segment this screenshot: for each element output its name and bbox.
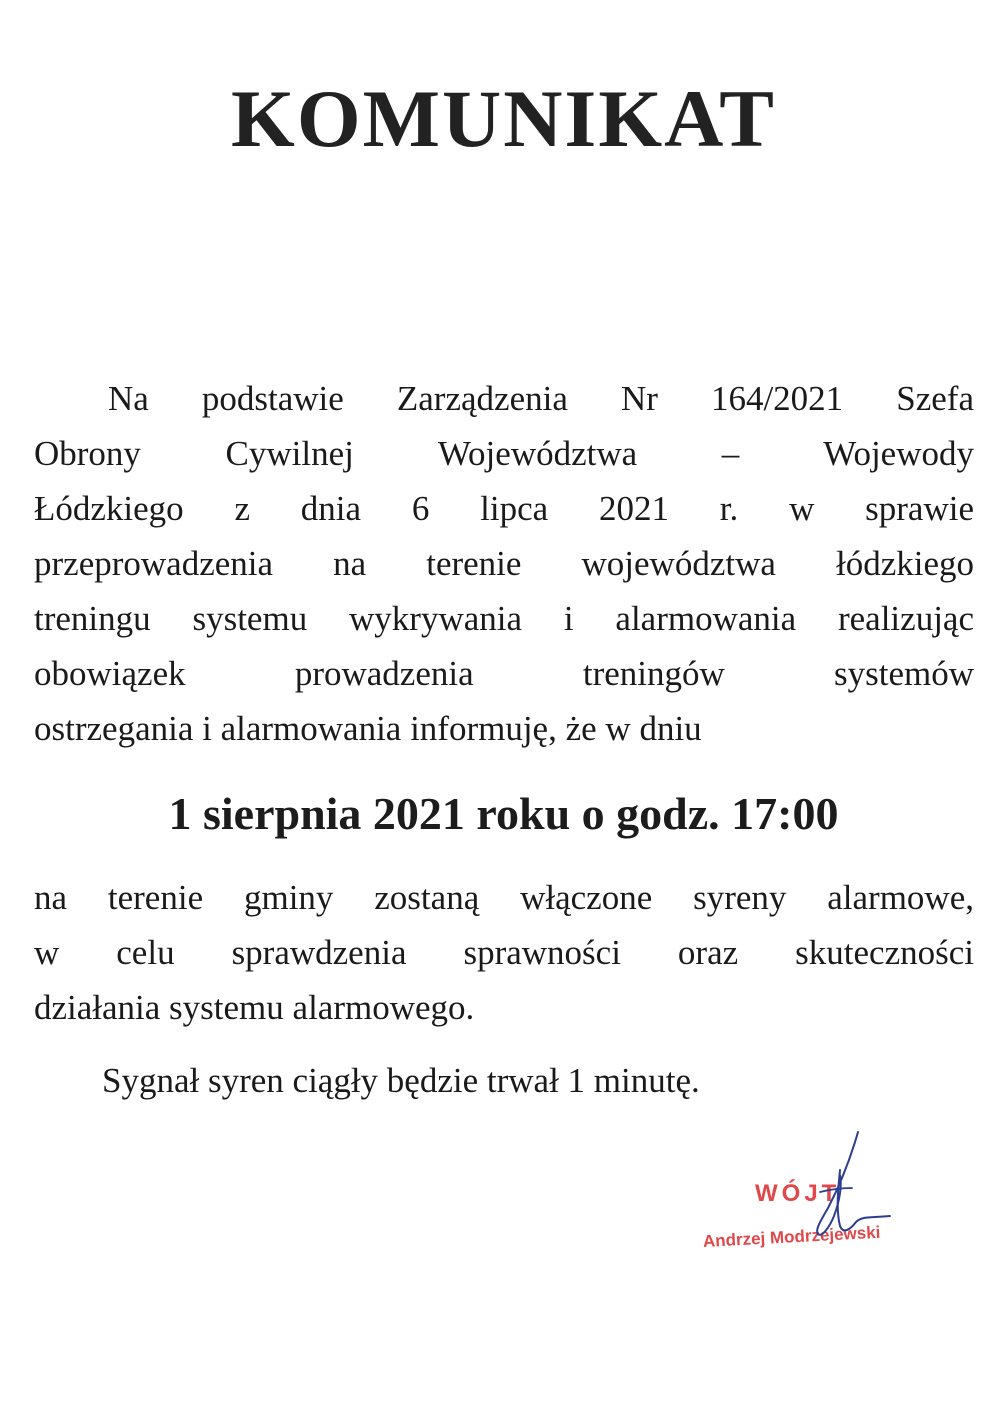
notice-title: KOMUNIKAT [231,73,776,164]
intro-line-5: treningu systemu wykrywania i alarmowania realizując [34,601,974,638]
stamp-name: Andrzej Modrzejewski [702,1222,881,1251]
body-line-3: działania systemu alarmowego. [34,988,475,1027]
intro-line-4: przeprowadzenia na terenie województwa łódzkiego [34,546,974,583]
intro-line-3: Łódzkiego z dnia 6 lipca 2021 r. w sprawie [34,491,974,528]
closing-line: Sygnał syren ciągły będzie trwał 1 minutę. [102,1061,700,1100]
stamp-title: WÓJT [755,1180,841,1207]
intro-line-7: ostrzegania i alarmowania informuję, że w dniu [34,709,702,748]
intro-line-6: obowiązek prowadzenia treningów systemów [34,656,974,693]
body-line-1: na terenie gminy zostaną włączone syreny alarmowe, [34,880,974,917]
body-line-2: w celu sprawdzenia sprawności oraz skuteczności [34,935,974,972]
intro-line-2: Obrony Cywilnej Województwa – Wojewody [34,436,974,473]
official-stamp [700,1130,930,1270]
intro-line-1: Na podstawie Zarządzenia Nr 164/2021 Szefa [108,381,974,418]
handwritten-signature [700,1130,930,1270]
alarm-date-time: 1 sierpnia 2021 roku o godz. 17:00 [168,788,839,839]
